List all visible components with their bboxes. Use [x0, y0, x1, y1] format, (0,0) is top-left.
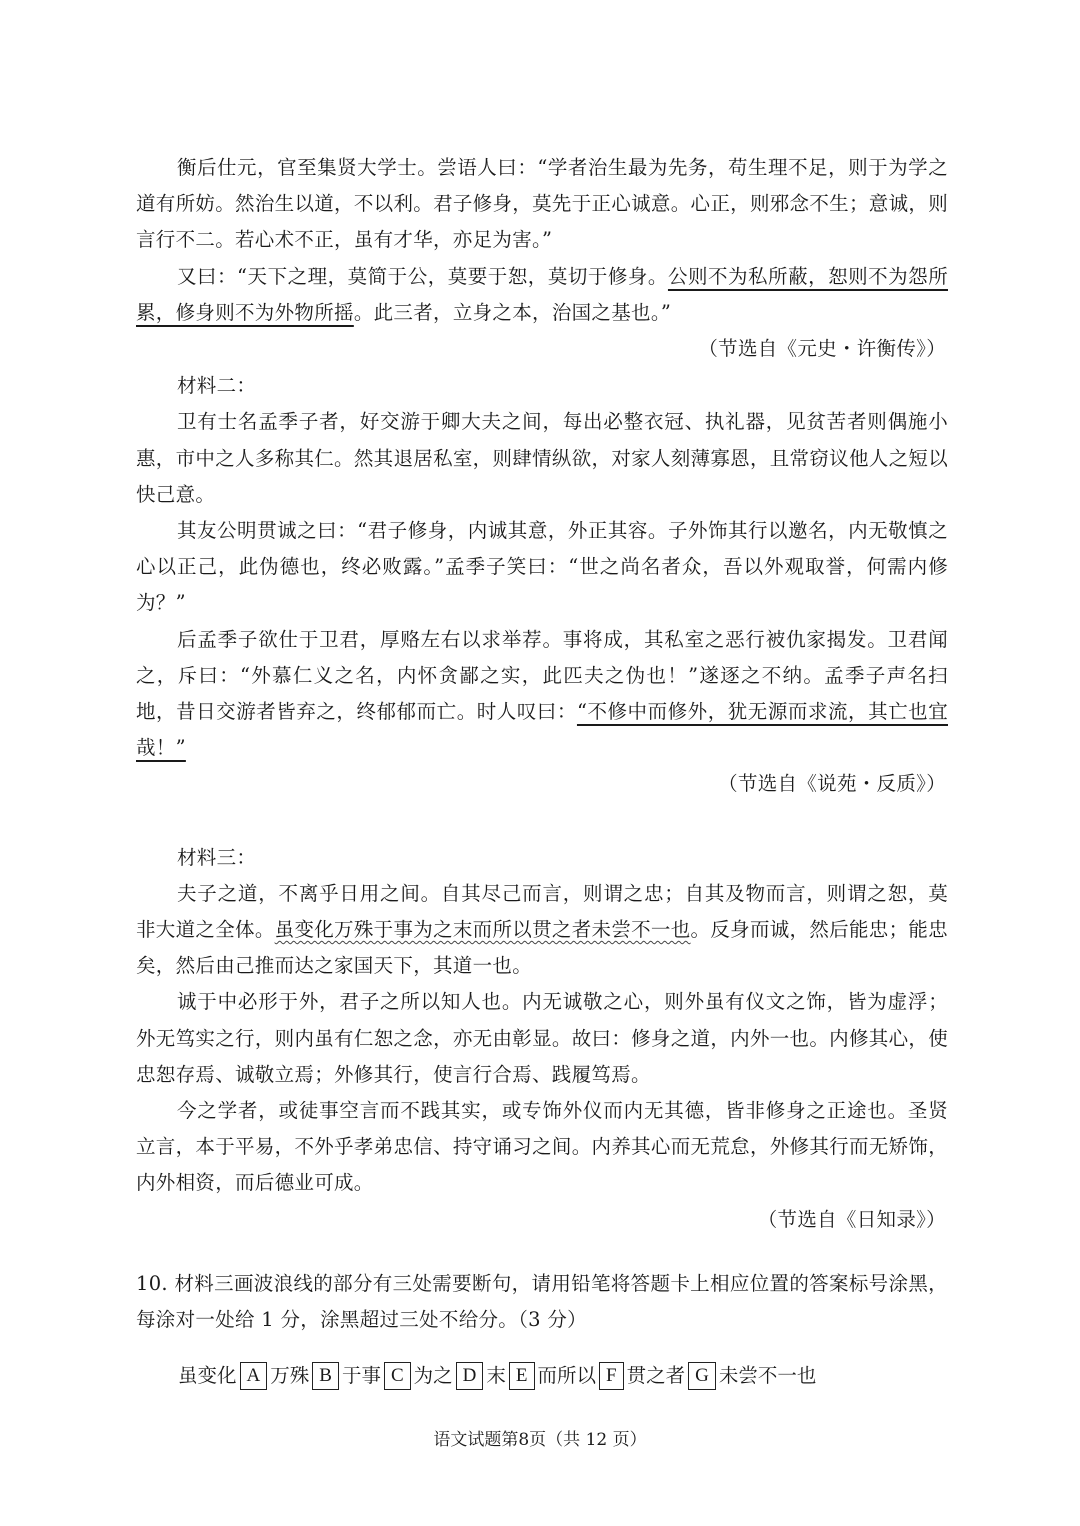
segment: 末: [486, 1364, 506, 1388]
punctuation-sentence: [136, 1358, 948, 1394]
underlined-sentence-1: 公则不为私所蔽，恕则不为怨所累，修身则不为外物所摇: [136, 264, 948, 324]
m1-paragraph-2: [136, 259, 948, 331]
answer-box-c[interactable]: C: [384, 1362, 411, 1390]
segment: 虽变化: [178, 1364, 237, 1388]
question-10: 10. 材料三画波浪线的部分有三处需要断句，请用铅笔将答题卡上相应位置的答案标号涂黑，每涂对一处给 1 分，涂黑超过三处不给分。（3 分）: [136, 1271, 948, 1332]
m1-source: （节选自《元史・许衡传》）: [698, 337, 946, 361]
m2-paragraph-2: 其友公明贯诚之曰：“君子修身，内诚其意，外正其容。子外饰其行以邀名，内无敬慎之心以正己，此伪德也，终必败露。”孟季子笑曰：“世之尚名者众，吾以外观取誉，何需内修为？”: [136, 519, 948, 615]
m2-source: （节选自《说苑・反质》）: [718, 772, 946, 796]
spacer: [136, 1238, 948, 1266]
m1-p2-tail: 。此三者，立身之本，治国之基也。”: [353, 300, 672, 324]
page-footer: 语文试题第8页（共 12 页）: [433, 1430, 647, 1450]
segment: 贯之者: [626, 1364, 686, 1388]
m3-heading: 材料三：: [177, 845, 257, 869]
content-column: [136, 150, 948, 1394]
m2-paragraph-3: [136, 622, 948, 767]
m3-p1-tail: 。反身而诚，然后能忠；能忠矣，然后由己推而达之家国天下，其道一也。: [136, 918, 948, 978]
m3-paragraph-3: 今之学者，或徒事空言而不践其实，或专饰外仪而内无其德，皆非修身之正途也。圣贤立言，本于平易，不外乎孝弟忠信、持守诵习之间。内养其心而无荒怠，外修其行而无矫饰，内外相资，而后德业可成。: [136, 1099, 948, 1195]
segment: 而所以: [537, 1364, 597, 1388]
segment: 未尝不一也: [718, 1364, 817, 1388]
m3-p1-text: 夫子之道，不离乎日用之间。自其尽己而言，则谓之忠；自其及物而言，则谓之恕，莫非大道之全体。: [136, 881, 948, 942]
m2-p3-text: 后孟季子欲仕于卫君，厚赂左右以求举荐。事将成，其私室之恶行被仇家揭发。卫君闻之，斥曰：“外慕仁义之名，内怀贪鄙之实，此匹夫之伪也！”遂逐之不纳。孟季子声名扫地，昔日交游者皆弃之，终郁郁而亡。时人叹曰：: [136, 627, 948, 724]
answer-box-b[interactable]: B: [312, 1362, 339, 1390]
segment: 万殊: [270, 1364, 310, 1388]
answer-box-e[interactable]: E: [509, 1362, 535, 1390]
m1-p2-text: 又曰：“天下之理，莫简于公，莫要于恕，莫切于修身。: [177, 264, 668, 288]
m1-paragraph-1: 衡后仕元，官至集贤大学士。尝语人曰：“学者治生最为先务，苟生理不足，则于为学之道有所妨。然治生以道，不以利。君子修身，莫先于正心诚意。心正，则邪念不生；意诚，则言行不二。若心术不正，虽有才华，亦足为害。”: [136, 156, 948, 252]
answer-box-a[interactable]: A: [240, 1362, 268, 1390]
m2-paragraph-1: 卫有士名孟季子者，好交游于卿大夫之间，每出必整衣冠、执礼器，见贫苦者则偶施小惠，市中之人多称其仁。然其退居私室，则肆情纵欲，对家人刻薄寡恩，且常窃议他人之短以快己意。: [136, 410, 948, 506]
answer-box-g[interactable]: G: [688, 1362, 716, 1390]
answer-box-d[interactable]: D: [456, 1362, 484, 1390]
segment: 于事: [341, 1364, 381, 1388]
m2-heading: 材料二：: [177, 374, 257, 398]
underlined-sentence-2: “不修中而修外，犹无源而求流，其亡也宜哉！”: [136, 700, 948, 760]
segment: 为之: [413, 1364, 453, 1388]
m3-paragraph-1: [136, 876, 948, 985]
answer-box-f[interactable]: F: [599, 1362, 624, 1390]
spacer: [136, 803, 948, 839]
wavy-underlined-sentence: 虽变化万殊于事为之末而所以贯之者未尝不一也: [274, 918, 691, 942]
m3-paragraph-2: 诚于中必形于外，君子之所以知人也。内无诚敬之心，则外虽有仪文之饰，皆为虚浮；外无笃实之行，则内虽有仁恕之念，亦无由彰显。故曰：修身之道，内外一也。内修其心，使忠恕存焉、诚敬立焉；外修其行，使言行合焉、践履笃焉。: [136, 990, 948, 1086]
m3-source: （节选自《日知录》）: [757, 1207, 946, 1231]
